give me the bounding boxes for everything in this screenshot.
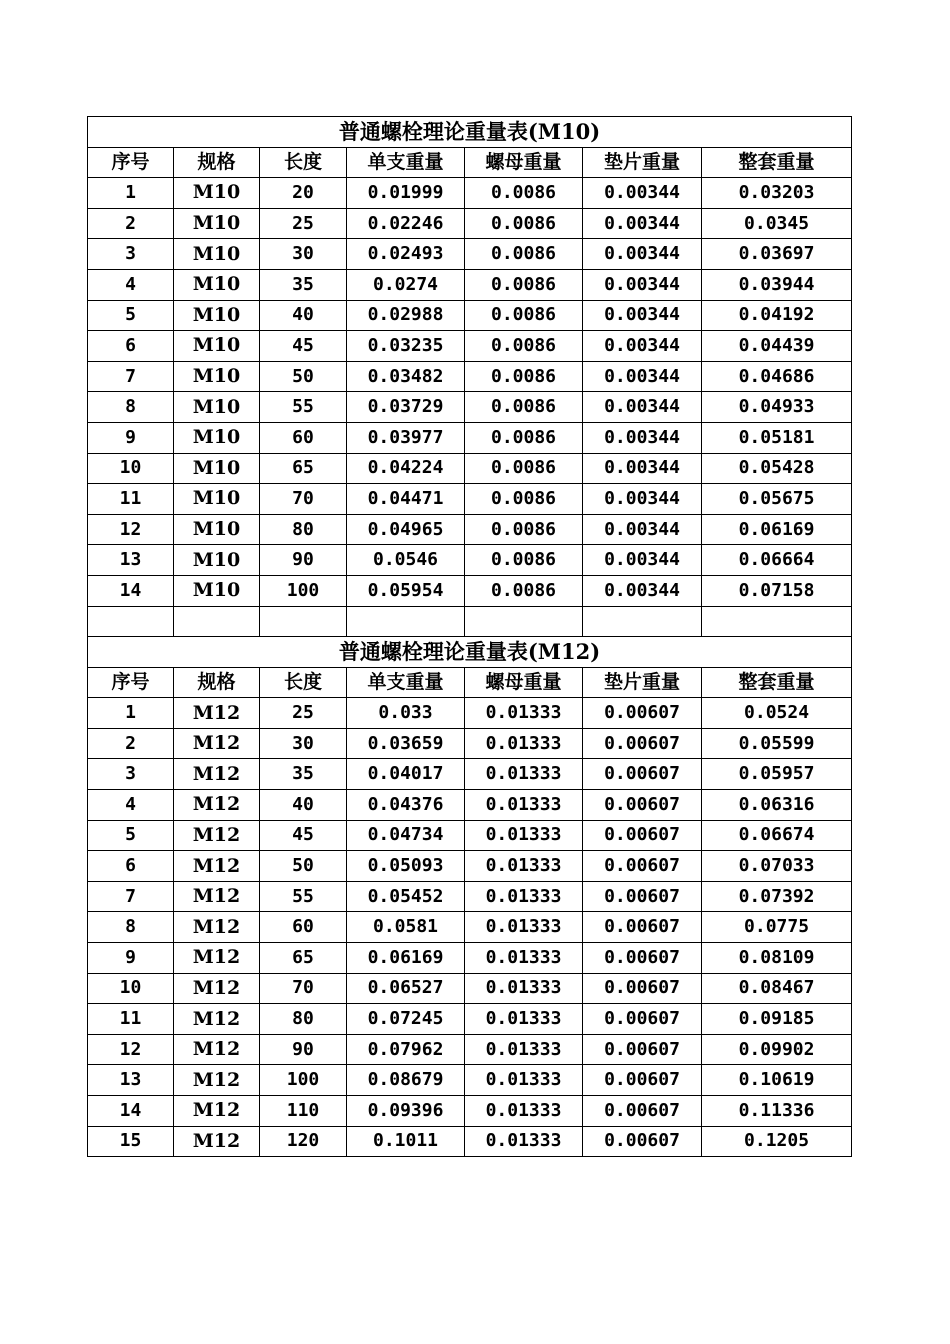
- header-washer-weight: 垫片重量: [583, 147, 702, 178]
- cell-nut-weight: 0.0086: [465, 331, 583, 362]
- cell-set-weight: 0.0524: [702, 698, 852, 729]
- cell-spec: M12: [174, 912, 260, 943]
- cell-spec: M12: [174, 1034, 260, 1065]
- cell-index: 9: [88, 943, 174, 974]
- table-row: [88, 453, 852, 484]
- cell-washer-weight: 0.00607: [583, 943, 702, 974]
- blank-cell: [174, 606, 260, 637]
- cell-set-weight: 0.07033: [702, 851, 852, 882]
- cell-spec: M10: [174, 178, 260, 209]
- blank-cell: [465, 606, 583, 637]
- cell-index: 9: [88, 422, 174, 453]
- cell-index: 5: [88, 300, 174, 331]
- cell-index: 6: [88, 331, 174, 362]
- cell-bolt-weight: 0.03235: [347, 331, 465, 362]
- cell-length: 35: [260, 759, 347, 790]
- header-spec: 规格: [174, 667, 260, 698]
- cell-set-weight: 0.06664: [702, 545, 852, 576]
- cell-bolt-weight: 0.0274: [347, 269, 465, 300]
- cell-length: 70: [260, 973, 347, 1004]
- cell-spec: M10: [174, 453, 260, 484]
- cell-spec: M12: [174, 973, 260, 1004]
- cell-length: 70: [260, 484, 347, 515]
- cell-nut-weight: 0.01333: [465, 973, 583, 1004]
- cell-washer-weight: 0.00344: [583, 453, 702, 484]
- cell-spec: M10: [174, 392, 260, 423]
- cell-spec: M10: [174, 331, 260, 362]
- cell-nut-weight: 0.01333: [465, 790, 583, 821]
- cell-index: 3: [88, 759, 174, 790]
- table-row: [88, 300, 852, 331]
- table-row: [88, 728, 852, 759]
- cell-bolt-weight: 0.04376: [347, 790, 465, 821]
- cell-spec: M12: [174, 790, 260, 821]
- table-row: [88, 178, 852, 209]
- cell-set-weight: 0.04192: [702, 300, 852, 331]
- table-row: [88, 759, 852, 790]
- cell-spec: M10: [174, 361, 260, 392]
- header-nut-weight: 螺母重量: [465, 147, 583, 178]
- cell-set-weight: 0.03697: [702, 239, 852, 270]
- cell-washer-weight: 0.00344: [583, 545, 702, 576]
- cell-nut-weight: 0.01333: [465, 698, 583, 729]
- table-row: [88, 851, 852, 882]
- cell-spec: M10: [174, 208, 260, 239]
- cell-nut-weight: 0.0086: [465, 392, 583, 423]
- cell-spec: M10: [174, 514, 260, 545]
- cell-length: 40: [260, 790, 347, 821]
- cell-nut-weight: 0.01333: [465, 943, 583, 974]
- cell-washer-weight: 0.00344: [583, 269, 702, 300]
- cell-spec: M12: [174, 943, 260, 974]
- cell-index: 15: [88, 1126, 174, 1157]
- cell-washer-weight: 0.00607: [583, 1004, 702, 1035]
- cell-spec: M12: [174, 1004, 260, 1035]
- cell-set-weight: 0.05599: [702, 728, 852, 759]
- cell-washer-weight: 0.00607: [583, 790, 702, 821]
- cell-set-weight: 0.05428: [702, 453, 852, 484]
- header-washer-weight: 垫片重量: [583, 667, 702, 698]
- cell-set-weight: 0.07158: [702, 575, 852, 606]
- cell-bolt-weight: 0.0546: [347, 545, 465, 576]
- cell-spec: M12: [174, 881, 260, 912]
- cell-index: 13: [88, 545, 174, 576]
- cell-set-weight: 0.1205: [702, 1126, 852, 1157]
- table-row: [88, 422, 852, 453]
- cell-nut-weight: 0.0086: [465, 484, 583, 515]
- cell-nut-weight: 0.01333: [465, 1126, 583, 1157]
- cell-set-weight: 0.04439: [702, 331, 852, 362]
- cell-nut-weight: 0.01333: [465, 912, 583, 943]
- cell-bolt-weight: 0.05452: [347, 881, 465, 912]
- cell-washer-weight: 0.00607: [583, 1065, 702, 1096]
- table-row: [88, 790, 852, 821]
- cell-washer-weight: 0.00607: [583, 1096, 702, 1127]
- cell-length: 30: [260, 728, 347, 759]
- header-set-weight: 整套重量: [702, 147, 852, 178]
- cell-length: 60: [260, 422, 347, 453]
- cell-index: 4: [88, 269, 174, 300]
- cell-bolt-weight: 0.03977: [347, 422, 465, 453]
- cell-spec: M10: [174, 422, 260, 453]
- cell-washer-weight: 0.00607: [583, 973, 702, 1004]
- cell-index: 6: [88, 851, 174, 882]
- cell-set-weight: 0.09902: [702, 1034, 852, 1065]
- cell-bolt-weight: 0.06169: [347, 943, 465, 974]
- cell-length: 30: [260, 239, 347, 270]
- cell-bolt-weight: 0.04224: [347, 453, 465, 484]
- cell-set-weight: 0.03203: [702, 178, 852, 209]
- cell-bolt-weight: 0.02493: [347, 239, 465, 270]
- table-row: [88, 208, 852, 239]
- cell-set-weight: 0.11336: [702, 1096, 852, 1127]
- cell-washer-weight: 0.00607: [583, 1034, 702, 1065]
- cell-washer-weight: 0.00344: [583, 178, 702, 209]
- cell-length: 25: [260, 208, 347, 239]
- cell-washer-weight: 0.00344: [583, 392, 702, 423]
- cell-set-weight: 0.08467: [702, 973, 852, 1004]
- cell-length: 100: [260, 1065, 347, 1096]
- cell-spec: M10: [174, 269, 260, 300]
- table-row: [88, 575, 852, 606]
- cell-length: 20: [260, 178, 347, 209]
- header-bolt-weight: 单支重量: [347, 667, 465, 698]
- cell-index: 8: [88, 912, 174, 943]
- cell-bolt-weight: 0.06527: [347, 973, 465, 1004]
- header-bolt-weight: 单支重量: [347, 147, 465, 178]
- cell-bolt-weight: 0.04471: [347, 484, 465, 515]
- cell-nut-weight: 0.01333: [465, 820, 583, 851]
- cell-index: 7: [88, 881, 174, 912]
- cell-length: 90: [260, 545, 347, 576]
- table-row: [88, 912, 852, 943]
- cell-nut-weight: 0.01333: [465, 759, 583, 790]
- cell-length: 45: [260, 820, 347, 851]
- cell-index: 8: [88, 392, 174, 423]
- cell-spec: M12: [174, 1126, 260, 1157]
- cell-nut-weight: 0.01333: [465, 881, 583, 912]
- cell-set-weight: 0.08109: [702, 943, 852, 974]
- cell-length: 45: [260, 331, 347, 362]
- cell-index: 2: [88, 728, 174, 759]
- header-spec: 规格: [174, 147, 260, 178]
- cell-bolt-weight: 0.03659: [347, 728, 465, 759]
- cell-length: 100: [260, 575, 347, 606]
- cell-washer-weight: 0.00344: [583, 484, 702, 515]
- cell-spec: M12: [174, 698, 260, 729]
- cell-length: 55: [260, 392, 347, 423]
- cell-length: 120: [260, 1126, 347, 1157]
- cell-length: 40: [260, 300, 347, 331]
- table-title-m10: 普通螺栓理论重量表(M10): [88, 117, 852, 148]
- cell-length: 60: [260, 912, 347, 943]
- cell-bolt-weight: 0.03729: [347, 392, 465, 423]
- cell-washer-weight: 0.00344: [583, 422, 702, 453]
- cell-nut-weight: 0.01333: [465, 1004, 583, 1035]
- cell-index: 12: [88, 1034, 174, 1065]
- cell-length: 65: [260, 453, 347, 484]
- cell-index: 14: [88, 575, 174, 606]
- header-nut-weight: 螺母重量: [465, 667, 583, 698]
- cell-set-weight: 0.06169: [702, 514, 852, 545]
- cell-set-weight: 0.04686: [702, 361, 852, 392]
- table-row: [88, 1065, 852, 1096]
- table-row: [88, 1004, 852, 1035]
- cell-nut-weight: 0.0086: [465, 208, 583, 239]
- cell-length: 35: [260, 269, 347, 300]
- cell-set-weight: 0.07392: [702, 881, 852, 912]
- cell-bolt-weight: 0.03482: [347, 361, 465, 392]
- table-row: [88, 269, 852, 300]
- cell-bolt-weight: 0.033: [347, 698, 465, 729]
- cell-bolt-weight: 0.05093: [347, 851, 465, 882]
- header-length: 长度: [260, 667, 347, 698]
- cell-nut-weight: 0.0086: [465, 453, 583, 484]
- cell-nut-weight: 0.0086: [465, 178, 583, 209]
- cell-spec: M12: [174, 851, 260, 882]
- blank-cell: [88, 606, 174, 637]
- cell-set-weight: 0.05181: [702, 422, 852, 453]
- cell-washer-weight: 0.00607: [583, 759, 702, 790]
- cell-nut-weight: 0.0086: [465, 575, 583, 606]
- cell-set-weight: 0.06316: [702, 790, 852, 821]
- cell-spec: M10: [174, 545, 260, 576]
- table-row: [88, 484, 852, 515]
- cell-index: 2: [88, 208, 174, 239]
- cell-length: 50: [260, 851, 347, 882]
- cell-index: 5: [88, 820, 174, 851]
- sheet-body: [88, 117, 852, 1157]
- cell-set-weight: 0.05957: [702, 759, 852, 790]
- cell-nut-weight: 0.0086: [465, 545, 583, 576]
- cell-index: 1: [88, 178, 174, 209]
- cell-spec: M10: [174, 300, 260, 331]
- cell-bolt-weight: 0.1011: [347, 1126, 465, 1157]
- cell-nut-weight: 0.0086: [465, 300, 583, 331]
- header-length: 长度: [260, 147, 347, 178]
- blank-cell: [347, 606, 465, 637]
- header-index: 序号: [88, 667, 174, 698]
- cell-washer-weight: 0.00344: [583, 514, 702, 545]
- cell-index: 4: [88, 790, 174, 821]
- cell-spec: M12: [174, 1065, 260, 1096]
- cell-set-weight: 0.09185: [702, 1004, 852, 1035]
- cell-washer-weight: 0.00607: [583, 698, 702, 729]
- cell-bolt-weight: 0.01999: [347, 178, 465, 209]
- cell-washer-weight: 0.00344: [583, 575, 702, 606]
- blank-cell: [702, 606, 852, 637]
- table-row: [88, 973, 852, 1004]
- cell-index: 11: [88, 484, 174, 515]
- cell-nut-weight: 0.01333: [465, 728, 583, 759]
- cell-washer-weight: 0.00607: [583, 851, 702, 882]
- cell-index: 1: [88, 698, 174, 729]
- cell-length: 90: [260, 1034, 347, 1065]
- table-title-row: [88, 637, 852, 668]
- cell-index: 3: [88, 239, 174, 270]
- cell-washer-weight: 0.00344: [583, 361, 702, 392]
- cell-nut-weight: 0.0086: [465, 361, 583, 392]
- cell-set-weight: 0.10619: [702, 1065, 852, 1096]
- table-row: [88, 1126, 852, 1157]
- table-row: [88, 1034, 852, 1065]
- cell-nut-weight: 0.01333: [465, 1065, 583, 1096]
- cell-spec: M10: [174, 575, 260, 606]
- cell-washer-weight: 0.00344: [583, 239, 702, 270]
- cell-bolt-weight: 0.09396: [347, 1096, 465, 1127]
- cell-length: 80: [260, 514, 347, 545]
- cell-set-weight: 0.0345: [702, 208, 852, 239]
- cell-set-weight: 0.0775: [702, 912, 852, 943]
- table-row: [88, 820, 852, 851]
- table-row: [88, 1096, 852, 1127]
- cell-index: 12: [88, 514, 174, 545]
- cell-length: 50: [260, 361, 347, 392]
- cell-nut-weight: 0.0086: [465, 514, 583, 545]
- cell-washer-weight: 0.00607: [583, 820, 702, 851]
- cell-bolt-weight: 0.04734: [347, 820, 465, 851]
- cell-spec: M12: [174, 728, 260, 759]
- table-row: [88, 392, 852, 423]
- table-row: [88, 698, 852, 729]
- cell-spec: M12: [174, 1096, 260, 1127]
- cell-washer-weight: 0.00607: [583, 881, 702, 912]
- cell-length: 65: [260, 943, 347, 974]
- cell-washer-weight: 0.00607: [583, 1126, 702, 1157]
- table-row: [88, 545, 852, 576]
- cell-bolt-weight: 0.04017: [347, 759, 465, 790]
- cell-index: 10: [88, 453, 174, 484]
- cell-washer-weight: 0.00344: [583, 331, 702, 362]
- header-row: [88, 667, 852, 698]
- header-set-weight: 整套重量: [702, 667, 852, 698]
- cell-spec: M10: [174, 484, 260, 515]
- cell-bolt-weight: 0.04965: [347, 514, 465, 545]
- cell-spec: M12: [174, 759, 260, 790]
- cell-bolt-weight: 0.07962: [347, 1034, 465, 1065]
- header-index: 序号: [88, 147, 174, 178]
- cell-bolt-weight: 0.05954: [347, 575, 465, 606]
- cell-washer-weight: 0.00344: [583, 208, 702, 239]
- cell-nut-weight: 0.0086: [465, 269, 583, 300]
- cell-spec: M10: [174, 239, 260, 270]
- cell-bolt-weight: 0.08679: [347, 1065, 465, 1096]
- cell-nut-weight: 0.01333: [465, 851, 583, 882]
- cell-set-weight: 0.04933: [702, 392, 852, 423]
- cell-set-weight: 0.06674: [702, 820, 852, 851]
- cell-bolt-weight: 0.02246: [347, 208, 465, 239]
- header-row: [88, 147, 852, 178]
- cell-bolt-weight: 0.07245: [347, 1004, 465, 1035]
- blank-cell: [583, 606, 702, 637]
- cell-index: 14: [88, 1096, 174, 1127]
- cell-index: 10: [88, 973, 174, 1004]
- table-row: [88, 514, 852, 545]
- cell-washer-weight: 0.00607: [583, 912, 702, 943]
- cell-bolt-weight: 0.0581: [347, 912, 465, 943]
- cell-nut-weight: 0.01333: [465, 1034, 583, 1065]
- table-row: [88, 361, 852, 392]
- bolt-weight-sheet: [87, 116, 852, 1157]
- blank-cell: [260, 606, 347, 637]
- cell-bolt-weight: 0.02988: [347, 300, 465, 331]
- cell-index: 11: [88, 1004, 174, 1035]
- table-row: [88, 239, 852, 270]
- table-row: [88, 331, 852, 362]
- cell-nut-weight: 0.0086: [465, 422, 583, 453]
- cell-index: 13: [88, 1065, 174, 1096]
- cell-set-weight: 0.03944: [702, 269, 852, 300]
- table-row: [88, 943, 852, 974]
- cell-nut-weight: 0.0086: [465, 239, 583, 270]
- table-title-m12: 普通螺栓理论重量表(M12): [88, 637, 852, 668]
- table-title-row: [88, 117, 852, 148]
- cell-index: 7: [88, 361, 174, 392]
- cell-nut-weight: 0.01333: [465, 1096, 583, 1127]
- cell-length: 25: [260, 698, 347, 729]
- table-row: [88, 881, 852, 912]
- cell-spec: M12: [174, 820, 260, 851]
- cell-washer-weight: 0.00344: [583, 300, 702, 331]
- cell-set-weight: 0.05675: [702, 484, 852, 515]
- blank-row: [88, 606, 852, 637]
- cell-washer-weight: 0.00607: [583, 728, 702, 759]
- cell-length: 55: [260, 881, 347, 912]
- cell-length: 110: [260, 1096, 347, 1127]
- cell-length: 80: [260, 1004, 347, 1035]
